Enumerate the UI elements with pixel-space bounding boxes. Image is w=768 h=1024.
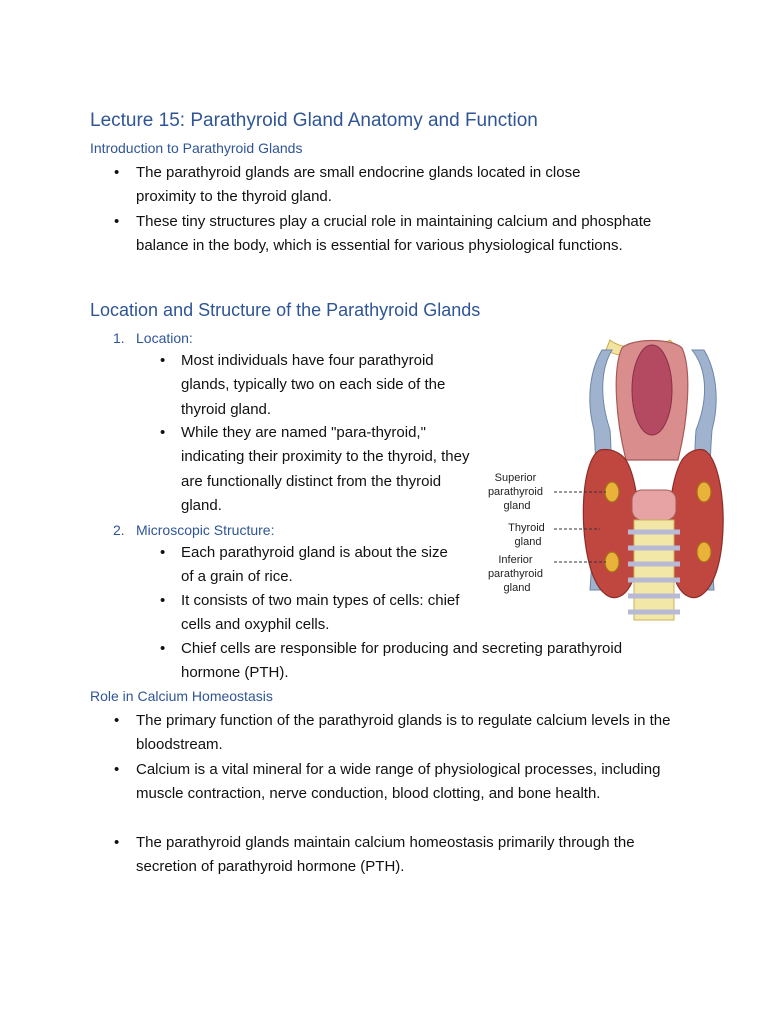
list-item-text: These tiny structures play a crucial role in maintaining calcium and phosphate balance in the body, which is essential for various physiological functions. bbox=[136, 213, 652, 255]
trachea-shape bbox=[634, 520, 674, 620]
bullet-marker: • bbox=[114, 213, 120, 230]
larynx-opening-shape bbox=[632, 345, 672, 435]
list-item-text: Each parathyroid gland is about the size of a grain of rice. bbox=[181, 544, 448, 586]
list-item-text: The parathyroid glands are small endocrine glands located in close proximity to the thyroid gland. bbox=[136, 164, 581, 206]
section-heading-location-structure: Location and Structure of the Parathyroid Glands bbox=[90, 300, 481, 320]
list-number: 1. bbox=[113, 330, 125, 346]
list-item-text: The parathyroid glands maintain calcium homeostasis primarily through the secretion of parathyroid hormone (PTH). bbox=[136, 834, 635, 876]
bullet-marker: • bbox=[114, 712, 120, 729]
list-item-text: Most individuals have four parathyroid glands, typically two on each side of the thyroid gland. bbox=[181, 352, 446, 418]
list-title-location: Location: bbox=[136, 330, 193, 346]
parathyroid-anatomy-illustration bbox=[482, 330, 744, 630]
inferior-parathyroid-right-shape bbox=[697, 542, 711, 562]
list-item-text: The primary function of the parathyroid glands is to regulate calcium levels in the bloodstream. bbox=[136, 712, 671, 754]
label-inferior-parathyroid: Inferior parathyroid gland bbox=[487, 554, 543, 594]
bullet-marker: • bbox=[160, 352, 166, 369]
list-item-text: Chief cells are responsible for producing and secreting parathyroid hormone (PTH). bbox=[181, 640, 623, 682]
bullet-marker: • bbox=[160, 640, 166, 657]
list-item-text: It consists of two main types of cells: chief cells and oxyphil cells. bbox=[181, 592, 460, 634]
section-heading-intro: Introduction to Parathyroid Glands bbox=[90, 140, 303, 156]
bullet-marker: • bbox=[160, 592, 166, 609]
thyroid-isthmus-shape bbox=[632, 490, 676, 520]
parathyroid-anatomy-figure bbox=[482, 330, 744, 630]
superior-parathyroid-left-shape bbox=[605, 482, 619, 502]
list-item-text: Calcium is a vital mineral for a wide range of physiological processes, including muscle contraction, nerve conduction, blood clotting, and bone health. bbox=[136, 761, 661, 803]
bullet-marker: • bbox=[114, 834, 120, 851]
thyroid-right-lobe-shape bbox=[669, 449, 724, 597]
label-thyroid-gland: Thyroid gland bbox=[508, 522, 545, 548]
list-item-text: While they are named "para-thyroid," indicating their proximity to the thyroid, they are functionally distinct from the thyroid gland. bbox=[181, 424, 470, 514]
superior-parathyroid-right-shape bbox=[697, 482, 711, 502]
page-title: Lecture 15: Parathyroid Gland Anatomy and Function bbox=[90, 110, 538, 131]
list-number: 2. bbox=[113, 522, 125, 538]
inferior-parathyroid-left-shape bbox=[605, 552, 619, 572]
list-title-microscopic-structure: Microscopic Structure: bbox=[136, 522, 275, 538]
bullet-marker: • bbox=[114, 164, 120, 181]
label-superior-parathyroid: Superior parathyroid gland bbox=[487, 472, 543, 512]
bullet-marker: • bbox=[160, 424, 166, 441]
bullet-marker: • bbox=[114, 761, 120, 778]
bullet-marker: • bbox=[160, 544, 166, 561]
section-heading-calcium: Role in Calcium Homeostasis bbox=[90, 688, 273, 704]
